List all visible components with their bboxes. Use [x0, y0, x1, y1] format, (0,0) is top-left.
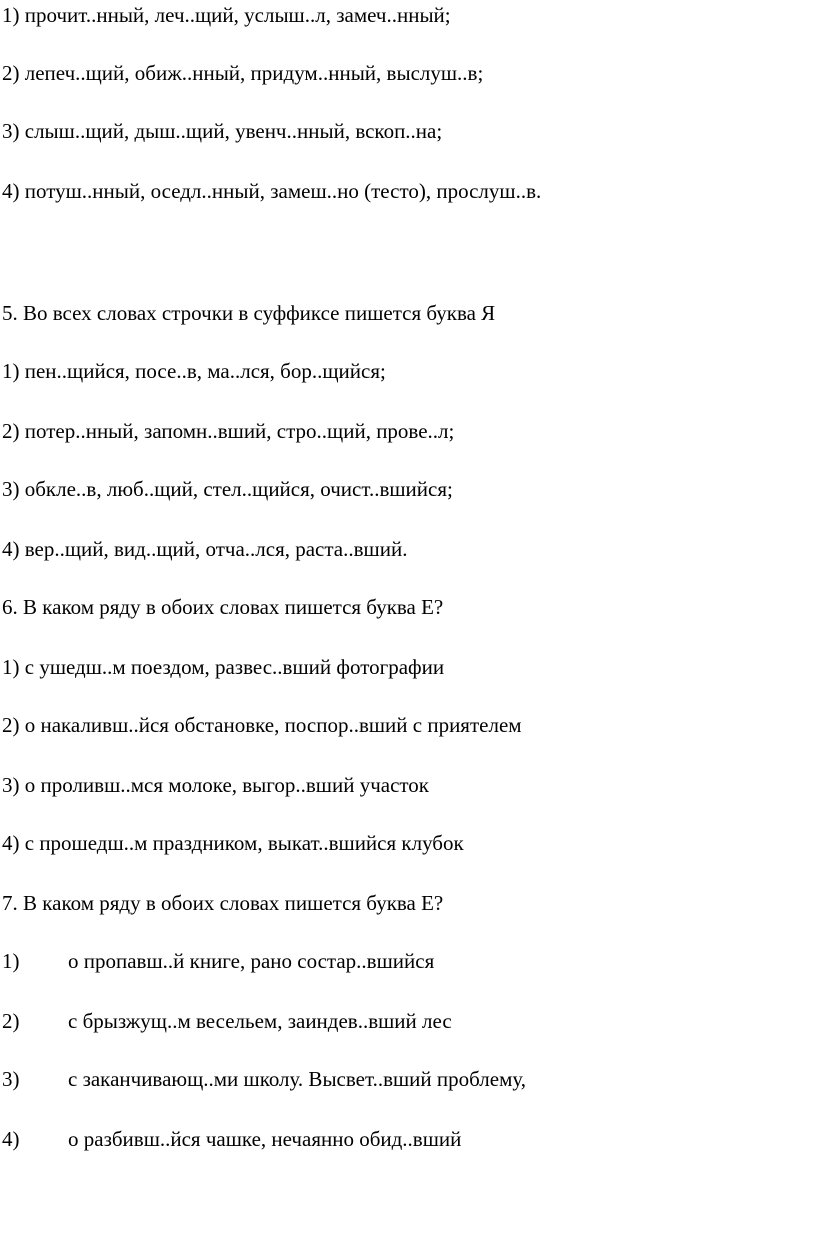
block-a-option-4: 4) потуш..нный, оседл..нный, замеш..но (тесто), прослуш..в.: [2, 179, 542, 203]
option-text: о пропавш..й книге, рано состар..вшийся: [68, 949, 435, 973]
question-6-option-3: 3) о проливш..мся молоке, выгор..вший участок: [2, 773, 430, 797]
question-5-option-3: 3) обкле..в, люб..щий, стел..щийся, очист..вшийся;: [2, 477, 453, 501]
question-6-title: 6. В каком ряду в обоих словах пишется буква Е?: [2, 595, 444, 619]
question-6-option-4: 4) с прошедш..м праздником, выкат..вшийся клубок: [2, 831, 464, 855]
block-a-option-2: 2) лепеч..щий, обиж..нный, придум..нный, выслуш..в;: [2, 61, 484, 85]
question-5-option-1: 1) пен..щийся, посе..в, ма..лся, бор..щийся;: [2, 359, 386, 383]
option-text: с брызжущ..м весельем, заиндев..вший лес: [68, 1009, 452, 1033]
block-a-option-1: 1) прочит..нный, леч..щий, услыш..л, замеч..нный;: [2, 3, 451, 27]
question-6-option-2: 2) о накаливш..йся обстановке, поспор..вший с приятелем: [2, 713, 522, 737]
block-a-option-3: 3) слыш..щий, дыш..щий, увенч..нный, вскоп..на;: [2, 119, 443, 143]
option-number: 4): [2, 1127, 20, 1151]
question-6-option-1: 1) с ушедш..м поездом, развес..вший фотографии: [2, 655, 445, 679]
question-7-title: 7. В каком ряду в обоих словах пишется буква Е?: [2, 891, 444, 915]
question-5-title: 5. Во всех словах строчки в суффиксе пишется буква Я: [2, 301, 496, 325]
option-text: с заканчивающ..ми школу. Высвет..вший проблему,: [68, 1067, 527, 1091]
option-number: 2): [2, 1009, 20, 1033]
question-5-option-4: 4) вер..щий, вид..щий, отча..лся, раста..вший.: [2, 537, 408, 561]
option-text: о разбивш..йся чашке, нечаянно обид..вший: [68, 1127, 462, 1151]
question-5-option-2: 2) потер..нный, запомн..вший, стро..щий, прове..л;: [2, 419, 455, 443]
option-number: 1): [2, 949, 20, 973]
option-number: 3): [2, 1067, 20, 1091]
